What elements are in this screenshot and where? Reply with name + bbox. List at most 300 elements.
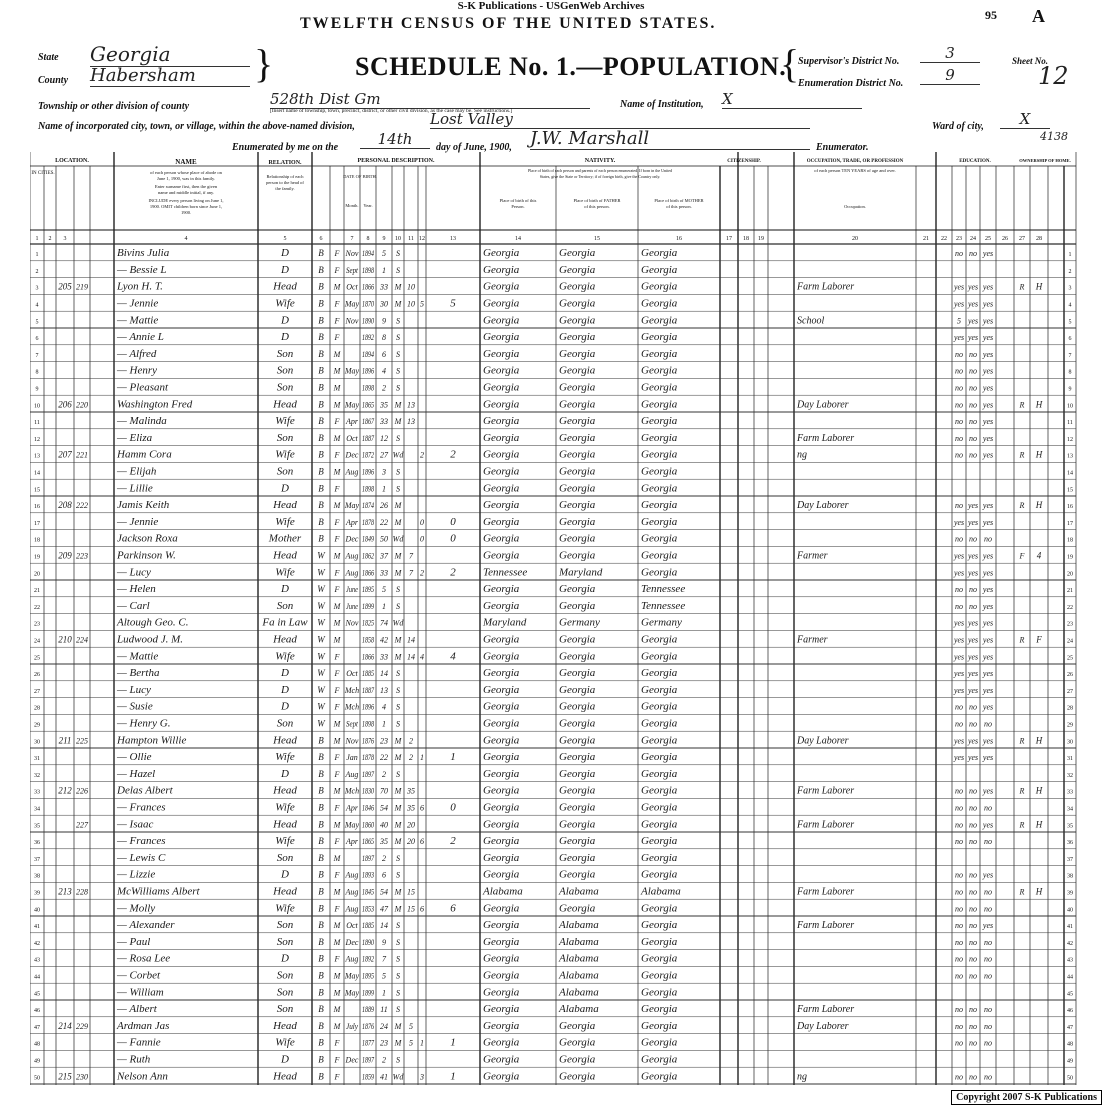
line-number-left: 34 <box>34 806 40 813</box>
cell-rel: Head <box>273 1070 297 1083</box>
cell-ed3: yes <box>982 417 994 427</box>
line-number-left: 33 <box>34 789 40 796</box>
cell-age: 26 <box>380 501 388 511</box>
cell-mother: Georgia <box>641 566 678 579</box>
cell-age: 11 <box>380 1005 388 1015</box>
cell-ed2: no <box>969 417 977 427</box>
line-number-right: 26 <box>1067 672 1073 679</box>
cell-name: — Alexander <box>117 919 175 932</box>
cell-marital: M <box>394 517 402 527</box>
cell-father: Georgia <box>559 1070 596 1083</box>
cell-rel: Son <box>276 431 294 444</box>
cell-ed2: no <box>969 786 977 796</box>
cell-year: 1897 <box>362 1055 375 1065</box>
cell-own: R <box>1019 820 1025 830</box>
line-number-left: 47 <box>34 1024 40 1031</box>
cell-ed2: no <box>969 937 977 947</box>
cell-sex: F <box>334 685 340 695</box>
header-occupation-desc: of each person TEN YEARS of age and over. <box>814 168 896 173</box>
cell-rel: Mother <box>268 532 302 545</box>
cell-birth: Georgia <box>483 1070 520 1083</box>
cell-mother: Georgia <box>641 1019 678 1032</box>
cell-dwelling: 206 <box>58 399 72 410</box>
cell-marital: S <box>396 1055 400 1065</box>
cell-occ: ng <box>797 449 807 461</box>
cell-name: — Susie <box>117 700 153 713</box>
cell-ed2: yes <box>967 618 978 628</box>
census-grid <box>30 152 1080 1089</box>
cell-year: 1867 <box>362 417 375 427</box>
cell-father: Georgia <box>559 347 596 360</box>
cell-sex: M <box>333 820 341 830</box>
cell-living: 6 <box>450 902 456 915</box>
cell-living: 1 <box>450 1036 456 1049</box>
cell-sex: M <box>333 1005 341 1015</box>
line-number-right: 24 <box>1067 638 1073 645</box>
cell-mother: Alabama <box>641 885 681 898</box>
cell-birth: Georgia <box>483 700 520 713</box>
cell-ed: no <box>955 501 963 511</box>
cell-ed2: no <box>969 820 977 830</box>
cell-year: 1895 <box>362 585 374 595</box>
cell-name: — Isaac <box>117 818 154 831</box>
cell-ed2: yes <box>967 568 978 578</box>
cell-mother-of: 2 <box>420 450 424 460</box>
cell-age: 47 <box>380 904 388 914</box>
line-number-left: 45 <box>34 991 40 998</box>
cell-marital: Wd <box>392 450 404 460</box>
cell-sex: F <box>334 904 340 914</box>
cell-age: 24 <box>380 1021 388 1031</box>
cell-ed: yes <box>953 282 964 292</box>
cell-month: Oct <box>346 433 358 443</box>
line-number-right: 33 <box>1067 789 1073 796</box>
cell-birth: Georgia <box>483 549 520 562</box>
cell-month: Aug <box>345 887 359 897</box>
cell-birth: Georgia <box>483 835 520 848</box>
cell-name: — Helen <box>117 583 156 596</box>
cell-birth: Georgia <box>483 482 520 495</box>
cell-father: Georgia <box>559 734 596 747</box>
cell-ed2: no <box>969 837 977 847</box>
cell-month: Aug <box>345 568 359 578</box>
cell-mother-of: 1 <box>420 1038 424 1048</box>
cell-name: — Jennie <box>117 515 159 528</box>
line-number-right: 32 <box>1067 772 1073 779</box>
cell-father: Georgia <box>559 515 596 528</box>
cell-rel: D <box>281 331 289 344</box>
line-number-right: 40 <box>1067 907 1073 914</box>
cell-marital: M <box>394 400 402 410</box>
column-number: 1 <box>35 236 39 242</box>
line-number-left: 49 <box>34 1058 40 1065</box>
cell-year: 1853 <box>362 904 374 914</box>
cell-birth: Georgia <box>483 431 520 444</box>
line-number-right: 13 <box>1067 453 1073 460</box>
cell-year: 1872 <box>362 450 374 460</box>
cell-name: Altough Geo. C. <box>117 616 189 629</box>
cell-name: Ardman Jas <box>117 1019 170 1032</box>
line-number-right: 46 <box>1067 1008 1073 1015</box>
cell-family: 227 <box>76 820 88 830</box>
cell-yrs-married: 10 <box>407 282 415 292</box>
header-location: LOCATION. <box>55 158 89 164</box>
cell-marital: Wd <box>392 534 404 544</box>
column-number: 21 <box>923 236 929 242</box>
line-number-right: 28 <box>1067 705 1073 712</box>
cell-ed3: yes <box>982 383 994 393</box>
cell-age: 2 <box>382 383 386 393</box>
header-relation-desc: person to the head of <box>266 180 304 185</box>
cell-own: R <box>1019 400 1025 410</box>
cell-color: B <box>318 802 324 813</box>
cell-ed3: yes <box>982 736 994 746</box>
header-nativity-desc: Place of birth of each person and parents of each person enumerated. If born in the United <box>527 168 673 173</box>
cell-month: Oct <box>346 921 358 931</box>
column-number: 8 <box>366 236 370 242</box>
header-name-desc: of each person whose place of abode on <box>150 170 222 175</box>
header-education: EDUCATION. <box>959 159 991 164</box>
cell-ed2: no <box>969 803 977 813</box>
cell-occ: Day Laborer <box>797 399 849 411</box>
cell-own: R <box>1019 786 1025 796</box>
cell-occ: Farm Laborer <box>797 281 855 293</box>
line-number-right: 11 <box>1067 420 1073 427</box>
cell-yrs-married: 14 <box>407 652 415 662</box>
cell-age: 9 <box>382 316 386 326</box>
cell-own: R <box>1019 887 1025 897</box>
cell-color: W <box>317 701 325 712</box>
cell-birth: Georgia <box>483 347 520 360</box>
cell-month: Apr <box>346 803 358 813</box>
cell-sex: M <box>333 433 341 443</box>
cell-living: 4 <box>450 650 456 663</box>
cell-mother: Georgia <box>641 247 678 260</box>
cell-rel: D <box>281 952 289 965</box>
cell-father: Georgia <box>559 482 596 495</box>
header-name-desc: Enter surname first, then the given <box>154 184 218 189</box>
cell-yrs-married: 14 <box>407 635 415 645</box>
cell-marital: S <box>396 870 400 880</box>
cell-marital: S <box>396 988 400 998</box>
cell-marital: S <box>396 383 400 393</box>
cell-ed3: no <box>984 534 992 544</box>
cell-birth: Georgia <box>483 767 520 780</box>
line-number-left: 36 <box>34 840 40 847</box>
cell-ed3: yes <box>982 601 994 611</box>
cell-rel: Wife <box>275 801 295 814</box>
left-brace: } <box>254 41 274 86</box>
cell-ed3: no <box>984 887 992 897</box>
cell-name: Parkinson W. <box>117 549 176 562</box>
cell-ed2: no <box>969 870 977 880</box>
cell-year: 1899 <box>362 601 374 611</box>
line-number-left: 41 <box>34 924 40 931</box>
cell-sex: F <box>334 299 340 309</box>
cell-birth: Georgia <box>483 415 520 428</box>
cell-sex: F <box>334 265 340 275</box>
cell-dwelling: 205 <box>58 281 72 292</box>
cell-yrs-married: 5 <box>409 1021 413 1031</box>
cell-rel: Wife <box>275 415 295 428</box>
cell-age: 33 <box>380 282 388 292</box>
cell-marital: M <box>394 786 402 796</box>
cell-ed: no <box>955 249 963 259</box>
cell-ed3: yes <box>982 921 994 931</box>
cell-ed3: no <box>984 904 992 914</box>
cell-ed3: no <box>984 1005 992 1015</box>
line-number-left: 19 <box>34 554 40 561</box>
line-number-left: 12 <box>34 436 40 443</box>
cell-own2: H <box>1035 819 1043 830</box>
cell-sex: M <box>333 988 341 998</box>
cell-father: Georgia <box>559 532 596 545</box>
cell-rel: Head <box>273 398 297 411</box>
cell-ed2: no <box>969 433 977 443</box>
cell-own: R <box>1019 736 1025 746</box>
cell-ed: no <box>955 904 963 914</box>
cell-name: — Henry G. <box>117 717 171 730</box>
cell-year: 1885 <box>362 669 374 679</box>
cell-ed2: no <box>969 904 977 914</box>
column-number: 13 <box>450 236 456 242</box>
cell-ed3: yes <box>982 299 994 309</box>
cell-color: B <box>318 836 324 847</box>
cell-color: W <box>317 584 325 595</box>
header-ownership: OWNERSHIP OF HOME. <box>1019 158 1071 163</box>
cell-ed: no <box>955 937 963 947</box>
cell-yrs-married: 13 <box>407 400 415 410</box>
cell-birth: Georgia <box>483 247 520 260</box>
cell-year: 1858 <box>362 635 374 645</box>
cell-color: W <box>317 684 325 695</box>
cell-name: Washington Fred <box>117 398 193 411</box>
cell-name: Bivins Julia <box>117 247 170 260</box>
cell-occ: Day Laborer <box>797 735 849 747</box>
cell-father: Georgia <box>559 801 596 814</box>
cell-age: 22 <box>380 753 388 763</box>
cell-name: — Elijah <box>117 465 157 478</box>
line-number-right: 41 <box>1067 924 1073 931</box>
cell-marital: S <box>396 366 400 376</box>
cell-ed: yes <box>953 652 964 662</box>
cell-ed3: no <box>984 937 992 947</box>
cell-yrs-married: 15 <box>407 904 415 914</box>
cell-sex: F <box>334 534 340 544</box>
line-number-right: 31 <box>1067 756 1073 763</box>
line-number-right: 47 <box>1067 1024 1073 1031</box>
cell-birth: Georgia <box>483 633 520 646</box>
cell-mother: Georgia <box>641 784 678 797</box>
line-number-right: 3 <box>1068 285 1072 292</box>
cell-age: 54 <box>380 803 388 813</box>
cell-dwelling: 207 <box>58 449 72 460</box>
cell-month: Dec <box>345 534 359 544</box>
cell-father: Georgia <box>559 331 596 344</box>
line-number-right: 38 <box>1067 873 1073 880</box>
cell-year: 1887 <box>362 685 375 695</box>
cell-color: B <box>318 1054 324 1065</box>
column-number: 25 <box>985 236 991 242</box>
cell-year: 1866 <box>362 282 374 292</box>
cell-year: 1866 <box>362 568 374 578</box>
cell-father: Georgia <box>559 280 596 293</box>
cell-birth: Georgia <box>483 398 520 411</box>
cell-sex: F <box>334 870 340 880</box>
header-name-desc: June 1, 1900, was in this family. <box>156 176 216 181</box>
cell-birth: Georgia <box>483 1053 520 1066</box>
cell-birth: Georgia <box>483 263 520 276</box>
cell-mother-of: 3 <box>420 1072 424 1082</box>
cell-marital: M <box>394 282 402 292</box>
cell-sex: M <box>333 349 341 359</box>
cell-sex: F <box>334 249 340 259</box>
cell-ed2: yes <box>967 501 978 511</box>
cell-marital: M <box>394 568 402 578</box>
page-number: 95 <box>985 8 997 22</box>
cell-year: 1897 <box>362 769 375 779</box>
cell-month: Sept <box>346 719 359 729</box>
line-number-left: 25 <box>34 655 40 662</box>
enumerated-label: Enumerated by me on the <box>232 142 339 153</box>
cell-name: Hampton Willie <box>117 734 187 747</box>
cell-sex: M <box>333 786 341 796</box>
cell-ed3: yes <box>982 316 994 326</box>
cell-month: Aug <box>345 870 359 880</box>
cell-year: 1878 <box>362 517 374 527</box>
cell-sex: M <box>333 1021 341 1031</box>
cell-ed2: no <box>969 400 977 410</box>
copyright: Copyright 2007 S-K Publications <box>951 1090 1102 1105</box>
cell-color: B <box>318 533 324 544</box>
cell-mother: Georgia <box>641 683 678 696</box>
cell-own: R <box>1019 450 1025 460</box>
line-number-left: 30 <box>34 739 40 746</box>
cell-ed2: no <box>969 702 977 712</box>
cell-ed3: yes <box>982 820 994 830</box>
cell-month: May <box>344 501 360 511</box>
cell-month: Aug <box>345 551 359 561</box>
cell-age: 12 <box>380 433 388 443</box>
cell-year: 1825 <box>362 618 374 628</box>
cell-ed2: no <box>969 366 977 376</box>
cell-ed3: no <box>984 719 992 729</box>
cell-ed3: yes <box>982 702 994 712</box>
census-title: TWELFTH CENSUS OF THE UNITED STATES. <box>300 15 717 32</box>
cell-month: May <box>344 820 360 830</box>
cell-ed: no <box>955 400 963 410</box>
cell-sex: F <box>334 316 340 326</box>
cell-yrs-married: 5 <box>409 1038 413 1048</box>
cell-marital: M <box>394 635 402 645</box>
cell-mother: Georgia <box>641 935 678 948</box>
cell-ed: no <box>955 1005 963 1015</box>
cell-name: — Rosa Lee <box>117 952 171 965</box>
schedule-title: SCHEDULE No. 1.—POPULATION. <box>355 52 787 81</box>
line-number-left: 4 <box>35 302 39 309</box>
cell-age: 9 <box>382 937 386 947</box>
header-year: Year. <box>363 203 373 208</box>
cell-ed: yes <box>953 753 964 763</box>
cell-age: 37 <box>380 551 388 561</box>
cell-year: 1897 <box>362 853 375 863</box>
cell-color: B <box>318 483 324 494</box>
cell-family: 225 <box>76 736 88 746</box>
cell-age: 33 <box>380 568 388 578</box>
cell-yrs-married: 10 <box>407 299 415 309</box>
line-number-right: 48 <box>1067 1041 1073 1048</box>
cell-year: 1877 <box>362 1038 375 1048</box>
cell-sex: M <box>333 501 341 511</box>
cell-marital: S <box>396 484 400 494</box>
cell-ed: yes <box>953 635 964 645</box>
cell-father: Georgia <box>559 398 596 411</box>
cell-mother: Georgia <box>641 986 678 999</box>
cell-age: 4 <box>382 366 386 376</box>
cell-name: — Bessie L <box>117 263 167 276</box>
cell-ed2: no <box>969 249 977 259</box>
line-number-left: 15 <box>34 487 40 494</box>
cell-ed3: no <box>984 803 992 813</box>
header-nativity-desc: States, give the State or Territory; if of foreign birth, give the Country only. <box>539 174 661 179</box>
cell-age: 1 <box>382 719 386 729</box>
cell-ed3: yes <box>982 635 994 645</box>
cell-mother: Georgia <box>641 364 678 377</box>
cell-father: Georgia <box>559 700 596 713</box>
cell-father: Georgia <box>559 1053 596 1066</box>
cell-rel: D <box>281 700 289 713</box>
line-number-left: 18 <box>34 537 40 544</box>
enumerator-value: J.W. Marshall <box>530 128 810 150</box>
cell-rel: Wife <box>275 751 295 764</box>
line-number-left: 13 <box>34 453 40 460</box>
cell-marital: S <box>396 669 400 679</box>
cell-name: Lyon H. T. <box>117 280 163 293</box>
cell-month: Sept <box>346 265 359 275</box>
cell-color: B <box>318 903 324 914</box>
header-occupation: OCCUPATION, TRADE, OR PROFESSION <box>806 159 904 164</box>
cell-rel: Son <box>276 969 294 982</box>
cell-father: Georgia <box>559 448 596 461</box>
cell-ed: no <box>955 1072 963 1082</box>
cell-birth: Alabama <box>483 885 523 898</box>
cell-ed2: no <box>969 1021 977 1031</box>
sheet-number: 12 <box>1038 62 1069 90</box>
cell-mother: Georgia <box>641 263 678 276</box>
cell-marital: M <box>394 904 402 914</box>
cell-mother-of: 6 <box>420 837 424 847</box>
cell-ed3: yes <box>982 585 994 595</box>
cell-birth: Georgia <box>483 364 520 377</box>
line-number-right: 14 <box>1067 470 1073 477</box>
cell-family: 220 <box>76 400 88 410</box>
cell-marital: S <box>396 601 400 611</box>
line-number-left: 22 <box>34 604 40 611</box>
cell-living: 1 <box>450 1070 456 1083</box>
cell-year: 1890 <box>362 937 374 947</box>
cell-birth: Georgia <box>483 448 520 461</box>
cell-ed: no <box>955 887 963 897</box>
cell-father: Georgia <box>559 431 596 444</box>
cell-own: F <box>1019 551 1025 561</box>
column-number: 19 <box>758 236 764 242</box>
cell-ed: no <box>955 954 963 964</box>
cell-birth: Georgia <box>483 599 520 612</box>
cell-color: B <box>318 432 324 443</box>
cell-mother: Georgia <box>641 1003 678 1016</box>
line-number-right: 17 <box>1067 520 1073 527</box>
cell-color: B <box>318 264 324 275</box>
